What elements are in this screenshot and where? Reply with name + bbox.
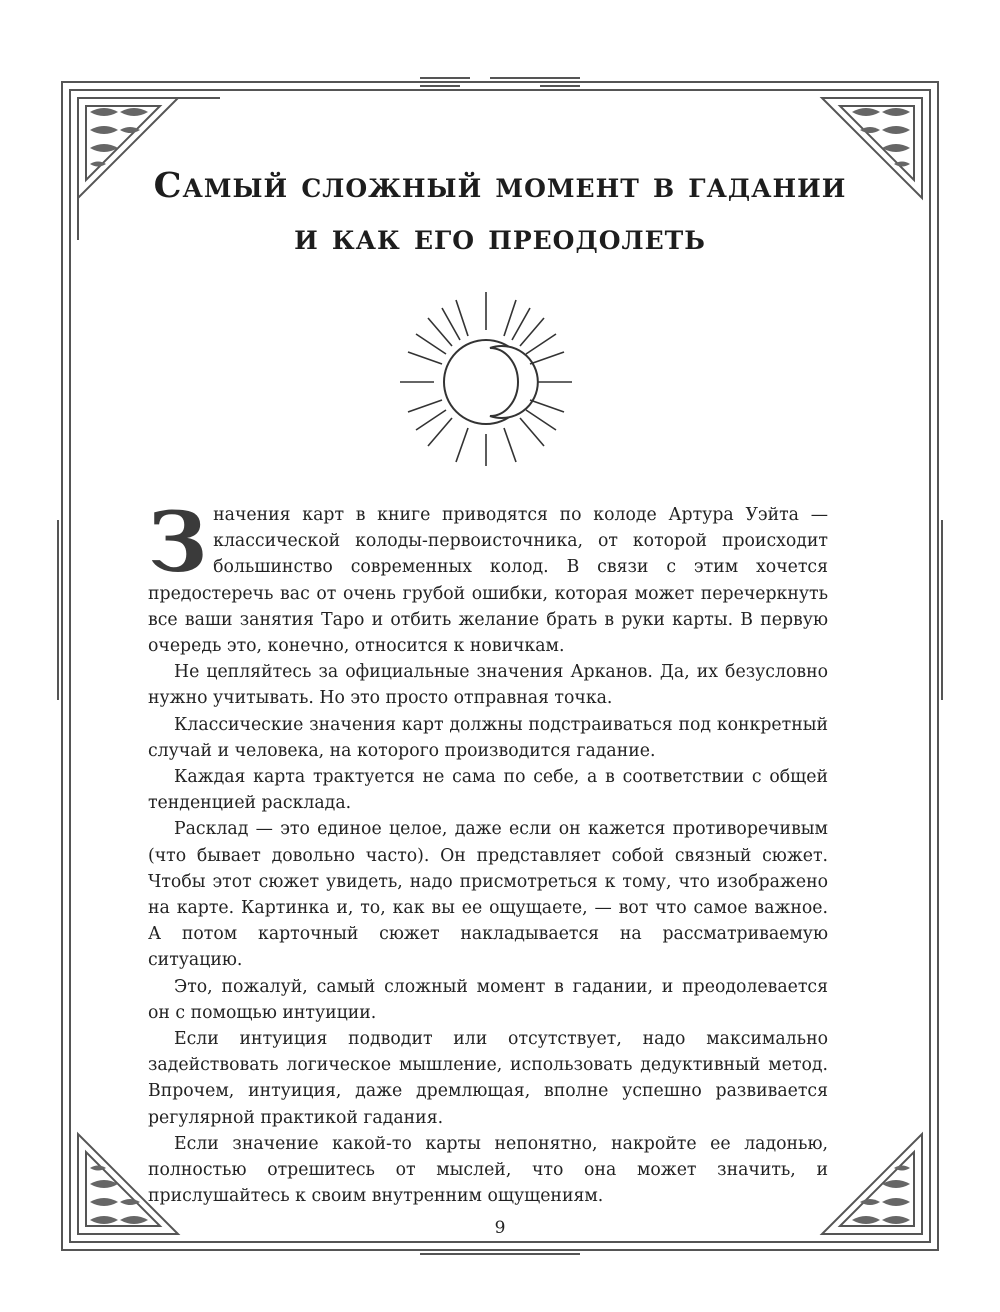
page-number: 9 bbox=[494, 1218, 506, 1238]
corner-ornament-bottom-right bbox=[822, 1134, 922, 1234]
paragraph: Значения карт в книге приводятся по колоде Артура Уэйта — классической колоды-первоисточника, от которой происходит большинство современных колод. В связи с этим хочется предостеречь вас от очень грубой ошибки, которая может перечеркнуть все ваши занятия Таро и отбить желание брать в руки карты. В первую очередь это, конечно, относится к новичкам. bbox=[148, 495, 828, 657]
paragraph: Если значение какой-то карты непонятно, накройте ее ладонью, полностью отрешитесь от мыслей, что она может значить, и прислушайтесь к своим внутренним ощущениям. bbox=[148, 1133, 828, 1207]
chapter-title-line-2: и как его преодолеть bbox=[294, 217, 706, 258]
sun-moon-icon bbox=[398, 290, 578, 470]
paragraph: Расклад — это единое целое, даже если он кажется противоречивым (что бывает довольно часто). Он представляет собой связный сюжет. Чтобы этот сюжет увидеть, надо присмотреться к тому, что изображено на карте. Картинка и, то, как вы ее ощущаете, — вот что самое важное. А потом карточный сюжет накладывается на рассматриваемую ситуацию. bbox=[148, 819, 828, 971]
chapter-title bbox=[120, 160, 880, 264]
paragraph: Каждая карта трактуется не сама по себе, а в соответствии с общей тенденцией расклада. bbox=[148, 767, 828, 814]
paragraph: Не цепляйтесь за официальные значения Арканов. Да, их безусловно нужно учитывать. Но это просто отправная точка. bbox=[148, 662, 828, 709]
paragraph: Классические значения карт должны подстраиваться под конкретный случай и человека, на которого производится гадание. bbox=[148, 714, 828, 761]
paragraph: Если интуиция подводит или отсутствует, надо максимально задействовать логическое мышление, использовать дедуктивный метод. Впрочем, интуиция, даже дремлющая, вполне успешно развивается регулярной практикой гадания. bbox=[148, 1029, 828, 1128]
drop-cap: З bbox=[148, 495, 208, 591]
paragraph: Это, пожалуй, самый сложный момент в гадании, и преодолевается он с помощью интуиции. bbox=[148, 976, 828, 1023]
chapter-body bbox=[148, 495, 828, 1209]
chapter-title-line-1: Самый сложный момент в гадании bbox=[153, 165, 847, 206]
